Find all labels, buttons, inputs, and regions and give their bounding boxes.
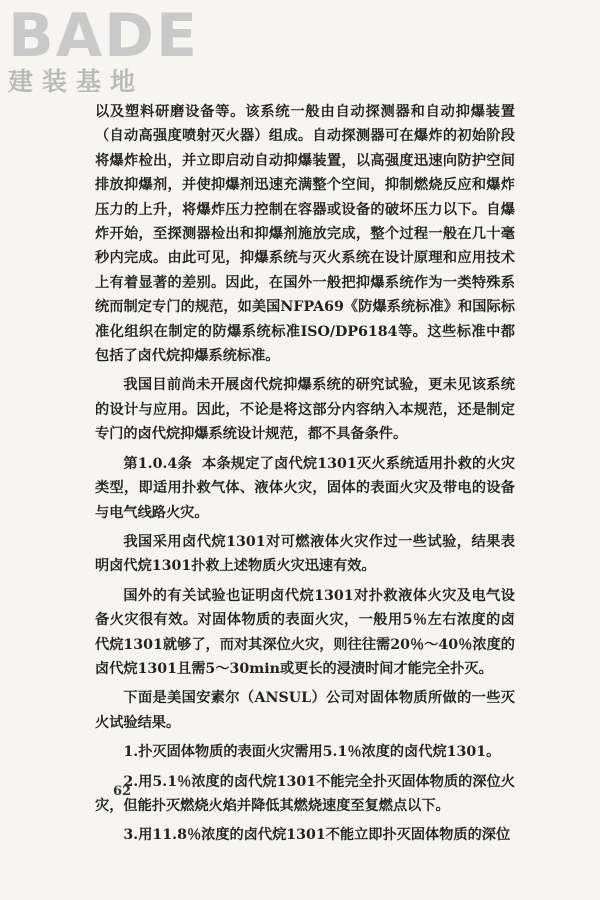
logo-subtitle: 建装基地 xyxy=(8,67,145,96)
paragraph-2: 我国目前尚未开展卤代烷抑爆系统的研究试验，更未见该系统的设计与应用。因此，不论是将这部分内容纳入本规范，还是制定专门的卤代烷抑爆系统设计规范，都不具备条件。 xyxy=(95,377,515,443)
list-item-1: 1.扑灭固体物质的表面火灾需用5.1％浓度的卤代烷1301。 xyxy=(123,744,501,761)
paragraph-5: 国外的有关试验也证明卤代烷1301对扑救液体火灾及电气设备火灾很有效。对固体物质的表面火灾，一般用5％左右浓度的卤代烷1301就够了，而对其深位火灾，则往往需20％～40％浓度的卤代烷1301且需5～30min或更长的浸渍时间才能完全扑灭。 xyxy=(95,587,515,677)
paragraph-1: 以及塑料研磨设备等。该系统一般由自动探测器和自动抑爆装置（自动高强度喷射灭火器）组成。自动探测器可在爆炸的初始阶段将爆炸检出，并立即启动自动抑爆装置，以高强度迅速向防护空间排放抑爆剂，并使抑爆剂迅速充满整个空间，抑制燃烧反应和爆炸压力的上升，将爆炸压力控制在容器或设备的破坏压力以下。自爆炸开始，至探测器检出和抑爆剂施放完成，整个过程一般在几十毫秒内完成。由此可见，抑爆系统与灭火系统在设计原理和应用技术上有着显著的差别。因此，在国外一般把抑爆系统作为一类特殊系统而制定专门的规范，如美国NFPA69《防爆系统标准》和国际标准化组织在制定的防爆系统标准ISO/DP6184等。这些标准中都包括了卤代烷抑爆系统标准。 xyxy=(95,104,515,365)
bade-logo xyxy=(8,1,199,96)
logo-mark: BADE xyxy=(8,1,199,71)
paragraph-3 xyxy=(95,452,515,525)
page-number: 62 xyxy=(113,784,132,799)
clause-number: 第1.0.4条 xyxy=(123,455,192,472)
list-item-2: 2.用5.1％浓度的卤代烷1301不能完全扑灭固体物质的深位火灾，但能扑灭燃烧火焰并降低其燃烧速度至复燃点以下。 xyxy=(95,773,515,814)
paragraph-4: 我国采用卤代烷1301对可燃液体火灾作过一些试验，结果表明卤代烷1301扑救上述物质火灾迅速有效。 xyxy=(95,533,515,575)
paragraph-6: 下面是美国安素尔（ANSUL）公司对固体物质所做的一些灭火试验结果。 xyxy=(95,690,515,731)
list-item-3: 3.用11.8％浓度的卤代烷1301不能立即扑灭固体物质的深位 xyxy=(123,827,511,844)
page-body xyxy=(95,100,515,848)
clause-text: 本条规定了卤代烷1301灭火系统适用扑救的火灾类型，即适用扑救气体、液体火灾，固体的表面火灾及带电的设备与电气线路火灾。 xyxy=(95,455,515,521)
